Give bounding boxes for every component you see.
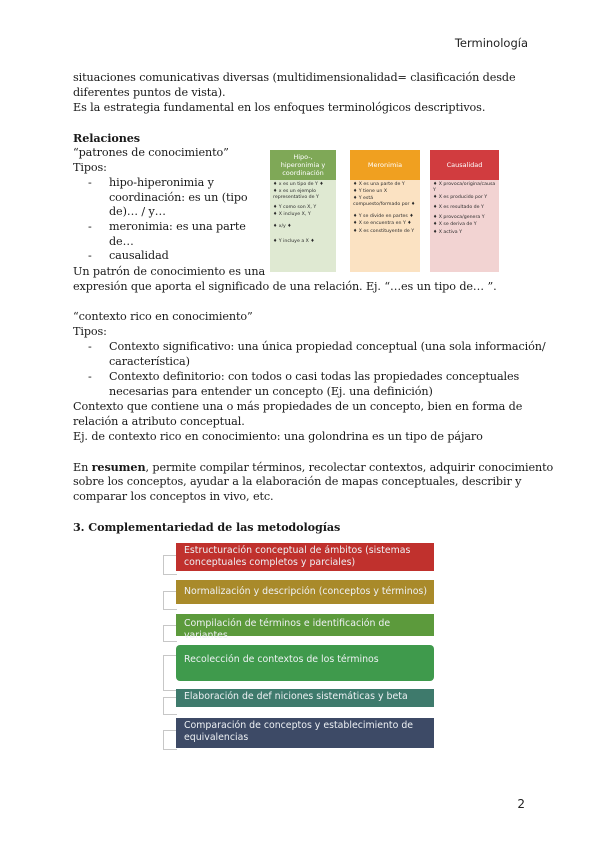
relations-column-header: Meronimia: [350, 150, 420, 180]
step-line: Normalización y descripción (conceptos y términos): [184, 586, 427, 597]
relation-entry: ♦ x/y ♦: [273, 224, 292, 230]
intro-line-2: diferentes puntos de vista).: [73, 86, 226, 99]
relation-entry: ♦ Y está compuesto/formado por ♦: [353, 196, 416, 208]
relation-entry: ♦ Y incluye a X ♦: [273, 238, 315, 244]
relaciones-tipos-label: Tipos:: [73, 161, 107, 174]
pattern-line-2: expresión que aporta el significado de una relación. Ej. “…es un tipo de… ”.: [73, 280, 497, 293]
list-item-line: Contexto significativo: una única propiedad conceptual (una sola información/: [109, 340, 546, 353]
relation-entry: ♦ Y como son X, Y: [273, 205, 317, 211]
methodology-step-4: [176, 645, 434, 681]
relation-entry: ♦ X es constituyente de Y: [353, 228, 415, 234]
resumen-bold: resumen: [91, 460, 146, 474]
relaciones-list: [88, 176, 268, 264]
contexto-list: [88, 340, 548, 399]
intro-line-3: Es la estrategia fundamental en los enfoques terminológicos descriptivos.: [73, 101, 486, 114]
resumen-line-1: [73, 460, 553, 476]
relations-column-header: Causalidad: [430, 150, 499, 180]
relation-entry: ♦ X es producido por Y: [433, 195, 488, 201]
relation-entry: ♦ X activa Y: [433, 229, 462, 235]
relation-entry: ♦ X incluye X, Y: [273, 212, 311, 218]
methodology-step-5: [176, 689, 434, 707]
relation-entry: ♦ X provoca/genera Y: [433, 215, 485, 221]
relations-column-header: Hipo-, hiperonimia y coordinación: [270, 150, 336, 180]
intro-line-1: situaciones comunicativas diversas (multidimensionalidad= clasificación desde: [73, 71, 516, 84]
relation-entry: ♦ x es un tipo de Y ♦: [273, 182, 324, 187]
page-header-title: Terminología: [454, 36, 528, 50]
step-line: Compilación de términos e identificación de variantes: [184, 618, 391, 641]
methodology-step-2: [176, 580, 434, 604]
relations-column-body: [350, 180, 420, 272]
methodology-step-1: [176, 543, 434, 571]
step-line: Estructuración conceptual de ámbitos (sistemas: [184, 545, 411, 556]
resumen-prefix: En: [73, 461, 92, 474]
step-connector: [163, 555, 177, 575]
relations-column-body: [270, 180, 336, 272]
list-item: - Contexto definitorio: con todos o casi todas las propiedades conceptuales necesarias para entender un concepto (Ej. una definición): [88, 370, 520, 398]
list-item-line: Contexto definitorio: con todos o casi todas las propiedades conceptuales: [109, 370, 520, 383]
step-connector: [163, 697, 177, 715]
step-line: Elaboración de def niciones sistemáticas y beta: [184, 691, 408, 702]
page-number: 2: [517, 797, 525, 811]
relation-entry: ♦ X es resultado de Y: [433, 205, 484, 211]
contexto-tipos-label: Tipos:: [73, 325, 107, 338]
list-item-line: de…: [109, 234, 134, 248]
relation-entry: ♦ X provoca/origina/causa Y: [433, 182, 496, 194]
list-item-line: característica): [109, 354, 190, 368]
pattern-line-1: Un patrón de conocimiento es una: [73, 265, 266, 278]
relations-column-body: [430, 180, 499, 272]
relations-column-causalidad: [430, 150, 499, 272]
relation-entry: ♦ Y tiene un X: [353, 189, 388, 195]
resumen-line-2: sobre los conceptos, ayudar a la elaboración de mapas conceptuales, describir y: [73, 475, 522, 488]
resumen-rest: , permite compilar términos, recolectar contextos, adquirir conocimiento: [145, 461, 554, 474]
step-line: equivalencias: [184, 731, 249, 743]
list-item-line: coordinación: es un (tipo: [109, 190, 248, 204]
list-item-line: meronimia: es una parte: [109, 220, 246, 233]
relation-entry: ♦ X se encuentra en Y ♦: [353, 221, 412, 227]
step-line: Recolección de contextos de los términos: [184, 654, 379, 665]
relaciones-heading: Relaciones: [73, 131, 140, 145]
resumen-line-3: comparar los conceptos in vivo, etc.: [73, 490, 274, 503]
step-connector: [163, 591, 177, 610]
list-item: - Contexto significativo: una única propiedad conceptual (una sola información/ característica): [88, 340, 546, 368]
contexto-desc-line-1: Contexto que contiene una o más propiedades de un concepto, bien en forma de: [73, 400, 523, 413]
list-item: - hipo-hiperonimia y coordinación: es un (tipo de)… / y…: [88, 176, 248, 219]
contexto-example: Ej. de contexto rico en conocimiento: una golondrina es un tipo de pájaro: [73, 430, 483, 443]
list-item-line: causalidad: [109, 249, 169, 262]
relations-column-hiponimia: [270, 150, 336, 272]
list-item: - meronimia: es una parte de…: [88, 220, 246, 248]
list-item-line: de)… / y…: [109, 205, 166, 219]
relation-entry: ♦ X es una parte de Y: [353, 182, 405, 187]
methodology-step-3: [176, 614, 434, 641]
step-connector: [163, 625, 177, 642]
relation-entry: ♦ Y se divide en partes ♦: [353, 214, 414, 220]
step-connector: [163, 730, 177, 750]
relaciones-subtitle: “patrones de conocimiento”: [73, 146, 229, 159]
relations-column-meronimia: [350, 150, 420, 272]
contexto-subtitle: “contexto rico en conocimiento”: [73, 310, 253, 323]
list-item-line: hipo-hiperonimia y: [109, 176, 214, 189]
step-line: conceptuales completos y parciales): [184, 556, 356, 568]
contexto-desc-line-2: relación a atributo conceptual.: [73, 415, 245, 428]
step-connector: [163, 655, 177, 691]
list-item: - causalidad: [88, 249, 169, 262]
relation-entry: ♦ X se deriva de Y: [433, 222, 477, 228]
methodology-step-6: [176, 718, 434, 748]
list-item-line: necesarias para entender un concepto (Ej. una definición): [109, 384, 433, 398]
step-line: Comparación de conceptos y establecimiento de: [184, 720, 414, 731]
section-3-heading: 3. Complementariedad de las metodologías: [73, 520, 341, 534]
relation-entry: ♦ x es un ejemplo representativo de Y: [273, 189, 319, 201]
